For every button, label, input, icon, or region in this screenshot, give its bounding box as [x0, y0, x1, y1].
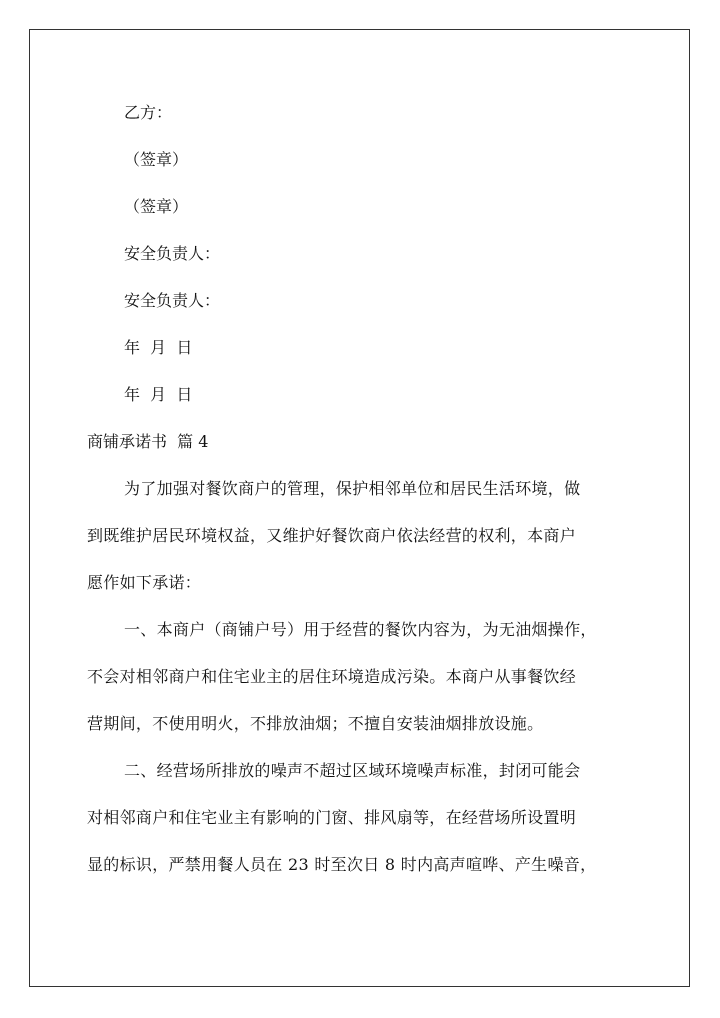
safety-officer-label-1: 安全负责人： — [124, 244, 221, 263]
date-line-1: 年 月 日 — [124, 338, 193, 357]
safety-officer-label-2: 安全负责人： — [124, 291, 221, 310]
section-heading: 商铺承诺书 篇 4 — [87, 432, 209, 451]
seal-label-2: （签章） — [124, 197, 189, 216]
item-2-line-3: 显的标识，严禁用餐人员在 23 时至次日 8 时内高声喧哗、产生噪音， — [87, 855, 597, 874]
item-2-line-1: 二、经营场所排放的噪声不超过区域环境噪声标准，封闭可能会 — [124, 761, 581, 780]
item-2-line-2: 对相邻商户和住宅业主有影响的门窗、排风扇等，在经营场所设置明 — [87, 808, 577, 827]
party-b-label: 乙方： — [124, 103, 173, 122]
intro-line-2: 到既维护居民环境权益，又维护好餐饮商户依法经营的权利，本商户 — [87, 526, 577, 545]
intro-line-1: 为了加强对餐饮商户的管理，保护相邻单位和居民生活环境，做 — [124, 479, 581, 498]
item-1-line-2: 不会对相邻商户和住宅业主的居住环境造成污染。本商户从事餐饮经 — [87, 667, 577, 686]
page-border — [29, 29, 690, 987]
item-1-line-3: 营期间，不使用明火，不排放油烟；不擅自安装油烟排放设施。 — [87, 714, 544, 733]
item-1-line-1: 一、本商户（商铺户号）用于经营的餐饮内容为，为无油烟操作， — [124, 620, 597, 639]
seal-label-1: （签章） — [124, 150, 189, 169]
date-line-2: 年 月 日 — [124, 385, 193, 404]
intro-line-3: 愿作如下承诺： — [87, 573, 202, 592]
